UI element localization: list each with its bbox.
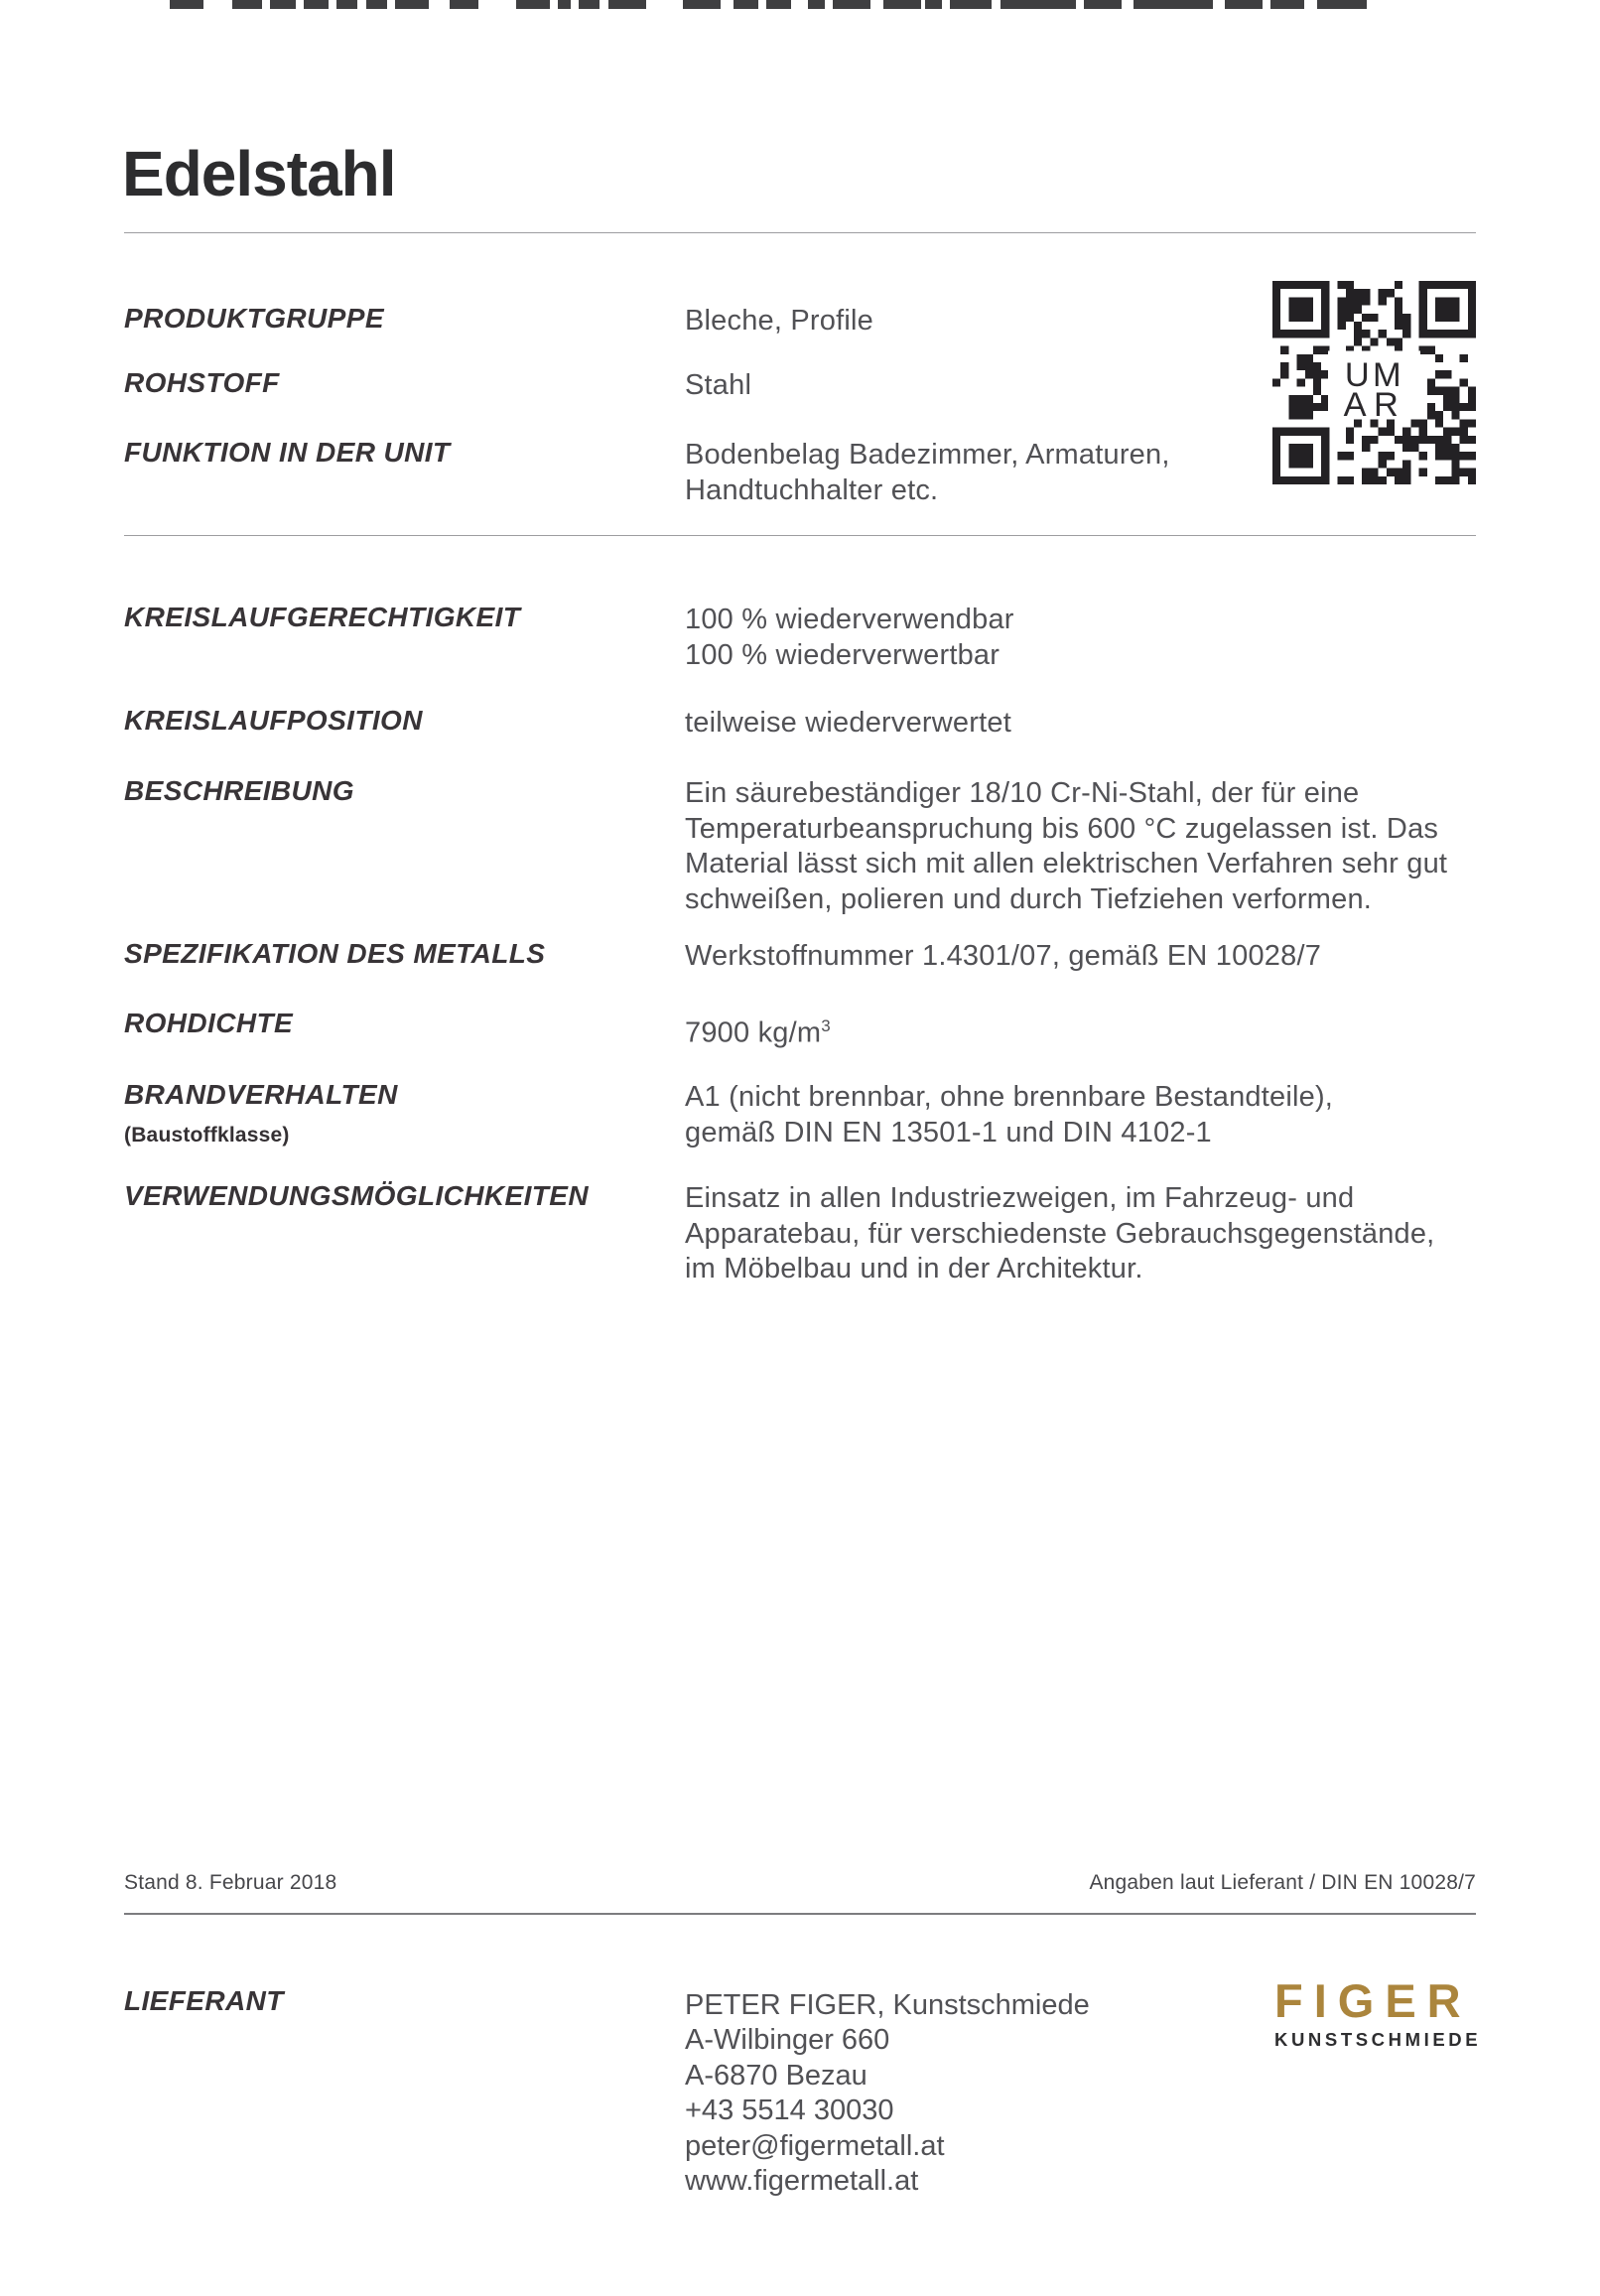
qr-center-text-line1: UM (1344, 355, 1404, 394)
value-line: Handtuchhalter etc. (685, 473, 939, 506)
scan-artifact-segment (808, 0, 825, 9)
density-superscript: 3 (821, 1016, 831, 1035)
field-label-brandverhalten (124, 1080, 680, 1147)
scan-artifact-segment (883, 0, 921, 9)
scan-artifact-segment (733, 0, 758, 9)
value-line: 100 % wiederverwertbar (685, 638, 1000, 671)
field-label-produktgruppe: PRODUKTGRUPPE (124, 303, 384, 334)
field-value-verwendungsmoeglichkeiten (685, 1181, 1479, 1287)
value-line: Material lässt sich mit allen elektrischen Verfahren sehr gut (685, 848, 1448, 879)
scan-artifact-segment (558, 0, 571, 9)
scan-artifact-segment (1270, 0, 1304, 9)
supplier-website-link[interactable]: www.figermetall.at (685, 2165, 919, 2198)
field-value-kreislaufposition (685, 706, 1479, 742)
value-line: Apparatebau, für verschiedenste Gebrauchsgegenstände, (685, 1217, 1435, 1250)
scan-artifact-segment (232, 0, 262, 9)
scan-artifact-segment (270, 0, 296, 9)
scan-artifact-top (0, 0, 1600, 10)
field-sublabel-baustoffklasse: (Baustoffklasse) (124, 1123, 290, 1147)
field-value-spezifikation-des-metalls (685, 939, 1479, 975)
supplier-address (685, 1988, 1090, 2199)
field-label-rohstoff: ROHSTOFF (124, 367, 280, 398)
page-title: Edelstahl (122, 137, 396, 209)
value-line: Ein säurebeständiger 18/10 Cr-Ni-Stahl, der für eine (685, 777, 1360, 809)
supplier-city: A-6870 Bezau (685, 2059, 867, 2092)
value-line: gemäß DIN EN 13501-1 und DIN 4102-1 (685, 1116, 1212, 1148)
field-label-kreislaufgerechtigkeit: KREISLAUFGERECHTIGKEIT (124, 602, 521, 632)
field-label-kreislaufposition: KREISLAUFPOSITION (124, 705, 423, 736)
supplier-phone: +43 5514 30030 (685, 2094, 894, 2127)
scan-artifact-segment (1084, 0, 1122, 9)
scan-artifact-segment (395, 0, 429, 9)
scan-artifact-segment (1317, 0, 1367, 9)
supplier-logo-wordmark: FIGER (1274, 1974, 1472, 2027)
value-line: 100 % wiederverwendbar (685, 604, 1014, 635)
divider-section (124, 535, 1476, 536)
field-label-spezifikation-des-metalls: SPEZIFIKATION DES METALLS (124, 938, 546, 969)
field-value-brandverhalten (685, 1080, 1479, 1150)
field-label-beschreibung: BESCHREIBUNG (124, 775, 354, 806)
qr-center-text-line2: AR (1343, 386, 1406, 425)
divider-footer (124, 1913, 1476, 1915)
field-value-kreislaufgerechtigkeit (685, 603, 1479, 673)
field-label-verwendungsmoeglichkeiten: VERWENDUNGSMÖGLICHKEITEN (124, 1180, 589, 1211)
supplier-email-link[interactable]: peter@figermetall.at (685, 2129, 945, 2162)
value-line: im Möbelbau und in der Architektur. (685, 1253, 1143, 1284)
value-line: Einsatz in allen Industriezweigen, im Fahrzeug- und (685, 1182, 1355, 1214)
divider-header (124, 232, 1476, 233)
supplier-logo (1274, 1974, 1482, 2050)
value-line: teilweise wiederverwertet (685, 707, 1011, 739)
scan-artifact-segment (950, 0, 992, 9)
scan-artifact-segment (366, 0, 387, 9)
supplier-street: A-Wilbinger 660 (685, 2024, 890, 2057)
scan-artifact-segment (833, 0, 870, 9)
qr-code-graphic (1272, 281, 1476, 484)
field-label-funktion-in-der-unit: FUNKTION IN DER UNIT (124, 437, 451, 468)
scan-artifact-segment (766, 0, 791, 9)
scan-artifact-segment (450, 0, 478, 9)
scan-artifact-segment (608, 0, 646, 9)
field-value-rohdichte (685, 1009, 1479, 1051)
scan-artifact-segment (170, 0, 203, 9)
field-label-text: BRANDVERHALTEN (124, 1079, 398, 1110)
value-line: A1 (nicht brennbar, ohne brennbare Bestandteile), (685, 1081, 1334, 1113)
supplier-name: PETER FIGER, Kunstschmiede (685, 1989, 1090, 2021)
value-line: Bodenbelag Badezimmer, Armaturen, (685, 439, 1170, 471)
scan-artifact-segment (925, 0, 942, 9)
scan-artifact-segment (1225, 0, 1263, 9)
value-line: Temperaturbeanspruchung bis 600 °C zugelassen ist. Das (685, 812, 1439, 845)
scan-artifact-segment (336, 0, 357, 9)
value-line: Bleche, Profile (685, 305, 873, 337)
value-line: Werkstoffnummer 1.4301/07, gemäß EN 10028/7 (685, 940, 1322, 972)
scan-artifact-segment (516, 0, 550, 9)
value-line (685, 1009, 1479, 1051)
density-value: 7900 kg/m (685, 1016, 822, 1049)
scan-artifact-segment (1000, 0, 1076, 9)
footnote-date: Stand 8. Februar 2018 (124, 1871, 337, 1894)
scan-artifact-segment (304, 0, 329, 9)
value-line: Stahl (685, 369, 752, 401)
qr-code (1272, 281, 1476, 484)
field-value-beschreibung (685, 776, 1479, 917)
value-line: schweißen, polieren und durch Tiefziehen verformen. (685, 882, 1373, 915)
scan-artifact-segment (1133, 0, 1213, 9)
supplier-logo-subtitle: KUNSTSCHMIEDE (1274, 2029, 1482, 2050)
scan-artifact-segment (683, 0, 721, 9)
scan-artifact-segment (579, 0, 600, 9)
field-label-lieferant: LIEFERANT (124, 1985, 284, 2016)
footnote-source: Angaben laut Lieferant / DIN EN 10028/7 (1089, 1871, 1476, 1894)
field-label-rohdichte: ROHDICHTE (124, 1008, 294, 1038)
